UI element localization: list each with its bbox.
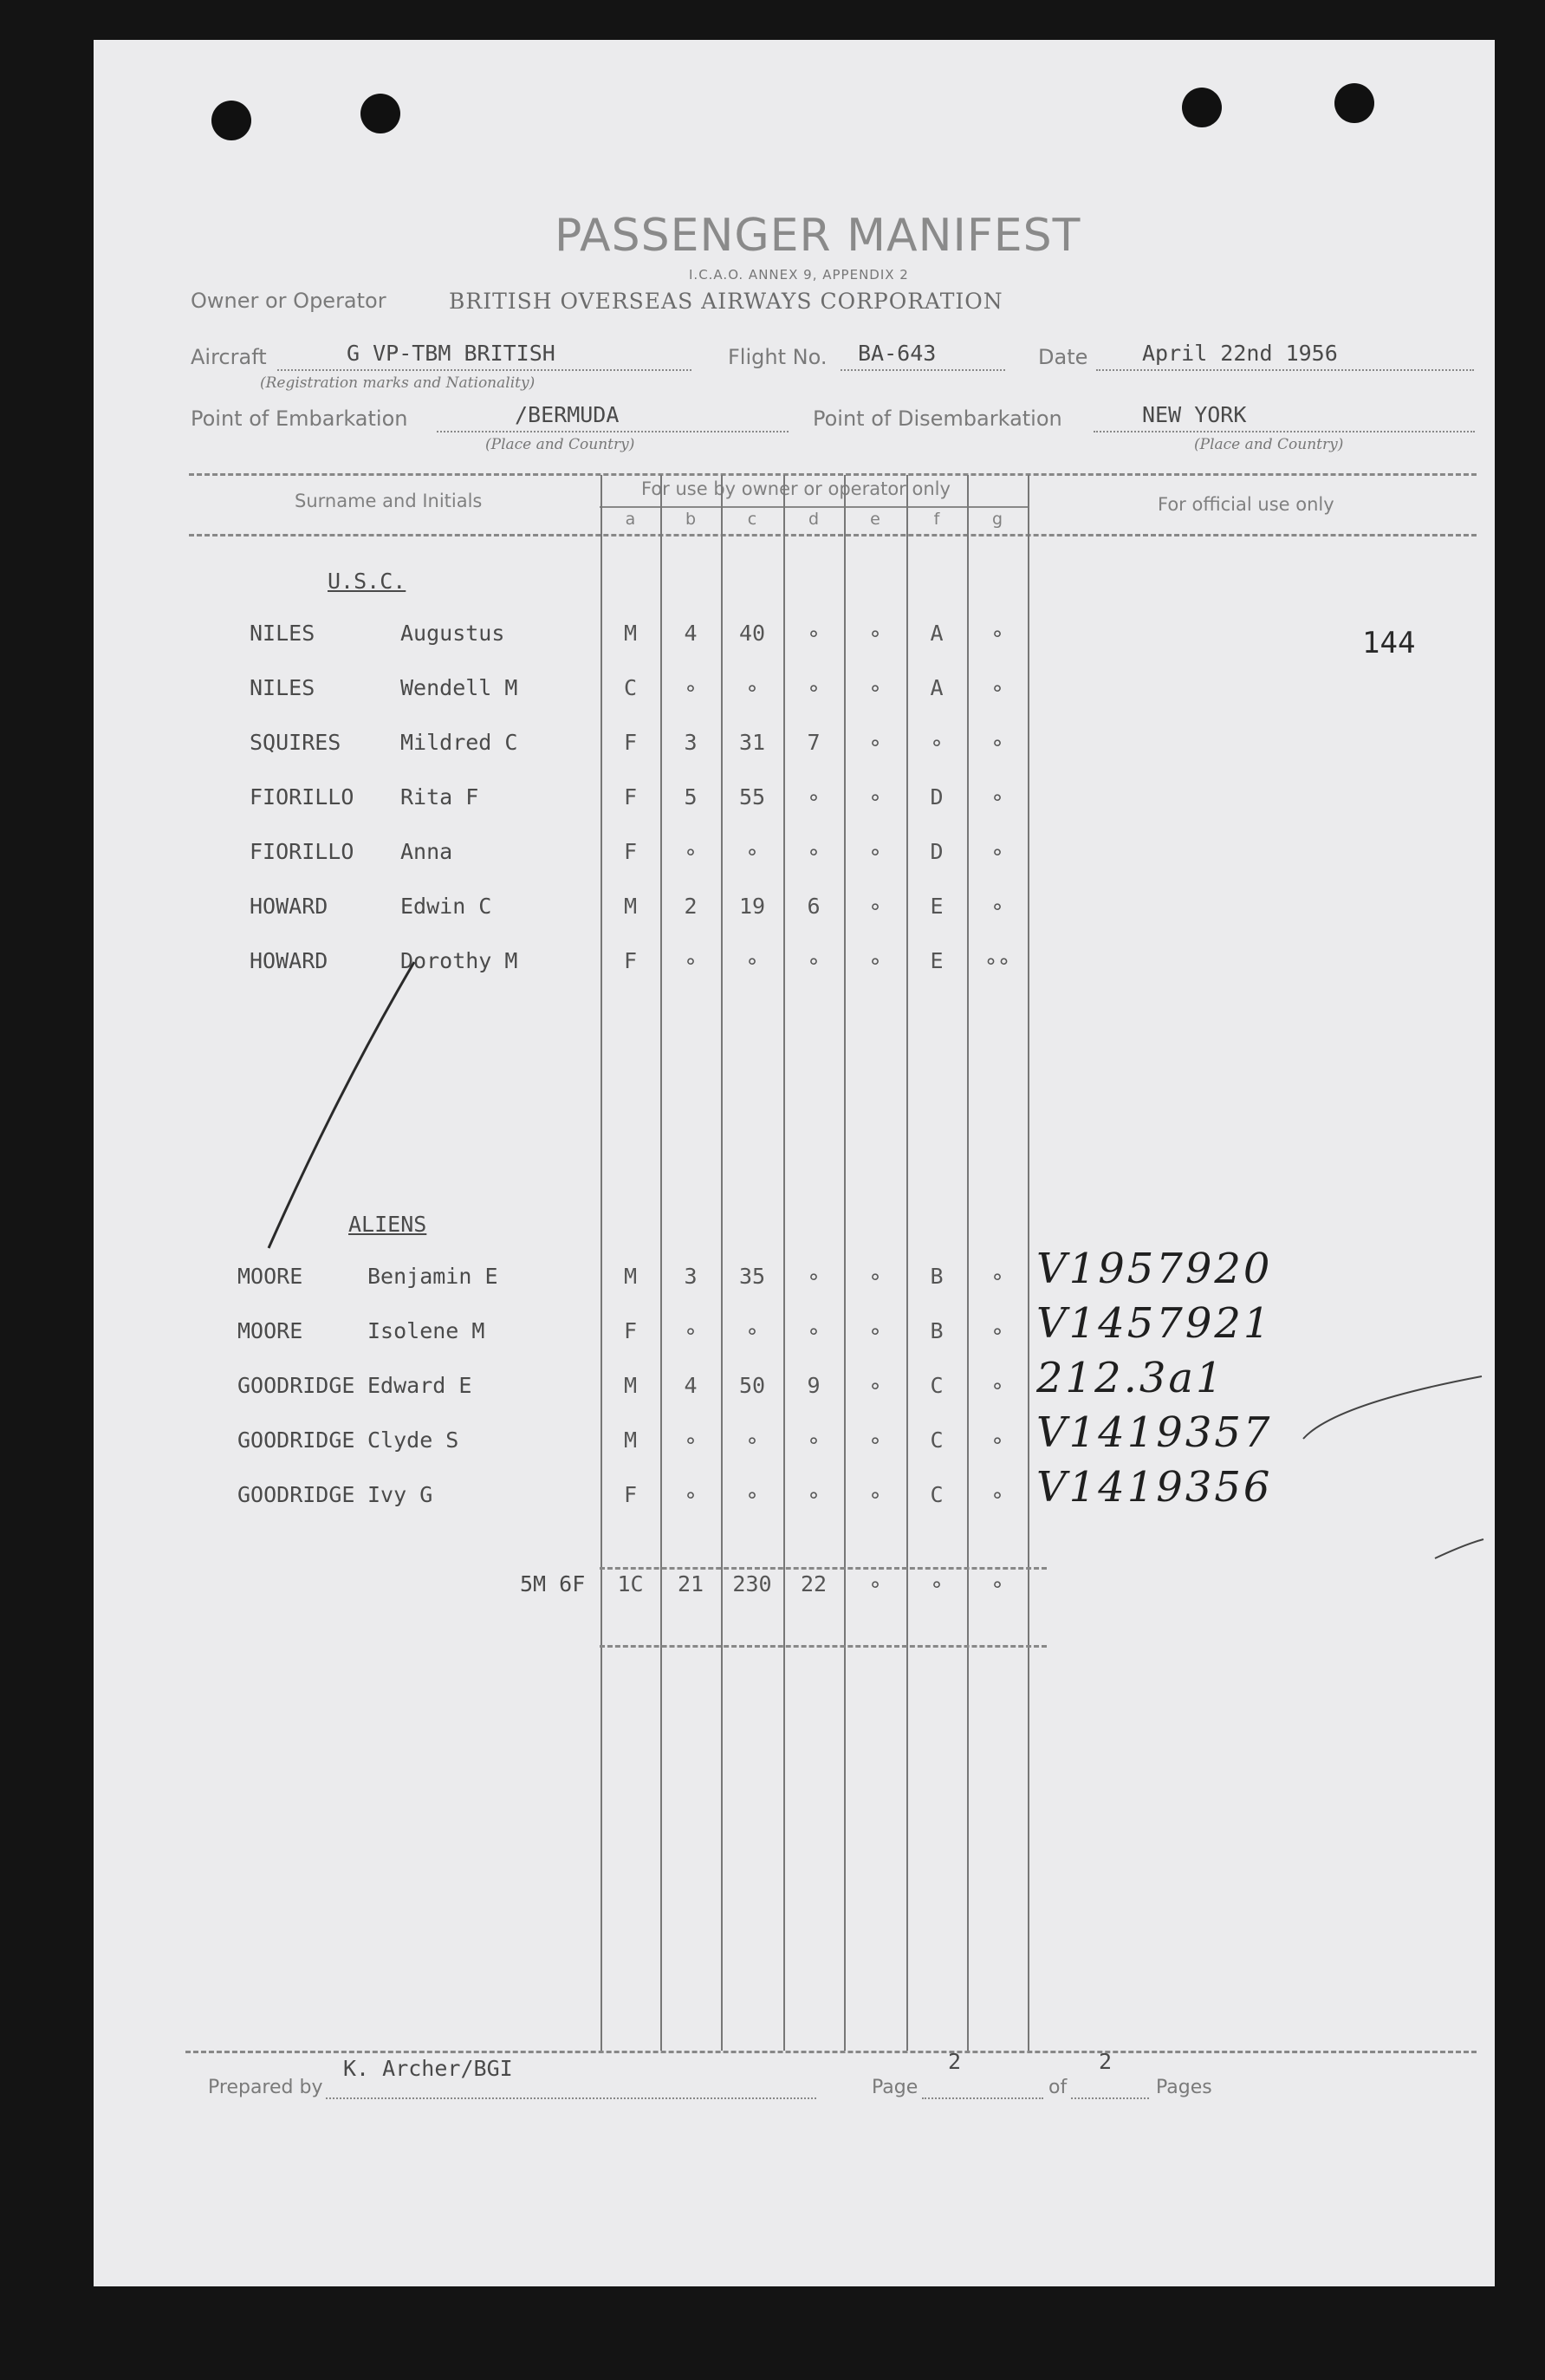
- passenger-cell: A: [930, 675, 944, 700]
- embarkation-value: /BERMUDA: [515, 402, 620, 427]
- column-header-official: For official use only: [1158, 494, 1334, 515]
- totals-cell: 21: [677, 1571, 704, 1596]
- passenger-cell: M: [623, 1264, 638, 1289]
- official-entry: V1457921: [1036, 1299, 1273, 1348]
- passenger-cell: ∘: [868, 1318, 882, 1343]
- passenger-cell: ∘: [868, 839, 882, 864]
- passenger-surname: FIORILLO: [250, 839, 354, 864]
- passenger-given-name: Anna: [400, 839, 453, 864]
- passenger-cell: ∘: [807, 621, 821, 646]
- passenger-given-name: Isolene M: [367, 1318, 485, 1343]
- passenger-surname: GOODRIDGE: [237, 1427, 355, 1453]
- column-letter: g: [991, 510, 1003, 529]
- passenger-cell: ∘: [868, 784, 882, 810]
- passenger-cell: ∘: [868, 948, 882, 973]
- aircraft-label: Aircraft: [191, 345, 267, 369]
- passenger-cell: M: [623, 1373, 638, 1398]
- passenger-cell: B: [930, 1318, 944, 1343]
- passenger-given-name: Benjamin E: [367, 1264, 498, 1289]
- passenger-cell: ∘: [990, 621, 1004, 646]
- passenger-cell: ∘: [990, 784, 1004, 810]
- section-heading: U.S.C.: [328, 569, 406, 594]
- passenger-cell: 31: [738, 730, 766, 755]
- passenger-cell: 4: [684, 621, 698, 646]
- passenger-cell: ∘: [807, 1427, 821, 1453]
- passenger-cell: ∘: [990, 675, 1004, 700]
- passenger-cell: ∘: [990, 1318, 1004, 1343]
- passenger-cell: ∘: [684, 1427, 698, 1453]
- passenger-cell: ∘: [990, 1427, 1004, 1453]
- official-entry: V1419356: [1036, 1463, 1273, 1512]
- passenger-cell: 50: [738, 1373, 766, 1398]
- passenger-cell: ∘: [868, 1482, 882, 1507]
- passenger-cell: ∘: [684, 948, 698, 973]
- passenger-cell: ∘: [807, 1264, 821, 1289]
- passenger-surname: NILES: [250, 621, 315, 646]
- totals-cell: 230: [732, 1571, 772, 1596]
- passenger-cell: ∘: [807, 1318, 821, 1343]
- passenger-given-name: Ivy G: [367, 1482, 433, 1507]
- passenger-cell: C: [930, 1373, 944, 1398]
- column-letter: c: [747, 510, 757, 529]
- passenger-given-name: Edwin C: [400, 894, 492, 919]
- passenger-cell: ∘: [745, 675, 759, 700]
- passenger-cell: ∘: [745, 1318, 759, 1343]
- page-subtitle: I.C.A.O. ANNEX 9, APPENDIX 2: [689, 267, 909, 283]
- totals-cell: ∘: [868, 1571, 882, 1596]
- passenger-cell: ∘: [868, 621, 882, 646]
- prepared-value: K. Archer/BGI: [343, 2056, 513, 2081]
- prepared-label: Prepared by: [208, 2077, 323, 2098]
- bracket-stroke: [1303, 1376, 1482, 1439]
- passenger-cell: ∘: [990, 730, 1004, 755]
- passenger-cell: 2: [684, 894, 698, 919]
- passenger-cell: ∘: [868, 1373, 882, 1398]
- passenger-cell: 7: [807, 730, 821, 755]
- passenger-cell: 55: [738, 784, 766, 810]
- embarkation-note: (Place and Country): [485, 436, 635, 453]
- column-header-surname: Surname and Initials: [295, 491, 483, 511]
- passenger-cell: ∘: [745, 1482, 759, 1507]
- passenger-cell: 6: [807, 894, 821, 919]
- bracket-stroke: [1435, 1539, 1483, 1558]
- passenger-surname: MOORE: [237, 1264, 303, 1289]
- embarkation-label: Point of Embarkation: [191, 406, 408, 431]
- totals-cell: 22: [800, 1571, 828, 1596]
- passenger-cell: F: [623, 839, 638, 864]
- passenger-cell: A: [930, 621, 944, 646]
- passenger-surname: HOWARD: [250, 894, 328, 919]
- column-letter: b: [685, 510, 697, 529]
- passenger-cell: ∘∘: [983, 948, 1011, 973]
- passenger-surname: GOODRIDGE: [237, 1373, 355, 1398]
- bracket-stroke: [269, 962, 414, 1248]
- passenger-cell: ∘: [868, 730, 882, 755]
- passenger-cell: 3: [684, 730, 698, 755]
- aircraft-value: G VP-TBM BRITISH: [347, 341, 555, 366]
- passenger-cell: M: [623, 894, 638, 919]
- page-title: PASSENGER MANIFEST: [555, 210, 1081, 262]
- owner-label: Owner or Operator: [191, 289, 386, 313]
- pages-label: Pages: [1156, 2077, 1212, 2098]
- official-entry: V1419357: [1036, 1408, 1273, 1457]
- passenger-cell: ∘: [807, 1482, 821, 1507]
- passenger-cell: D: [930, 839, 944, 864]
- page-value: 2: [948, 2049, 962, 2074]
- page-label: Page: [872, 2077, 919, 2098]
- passenger-given-name: Edward E: [367, 1373, 472, 1398]
- passenger-surname: SQUIRES: [250, 730, 341, 755]
- passenger-cell: F: [623, 1318, 638, 1343]
- column-letter: f: [933, 510, 940, 529]
- passenger-cell: ∘: [868, 1264, 882, 1289]
- section-heading: ALIENS: [348, 1212, 427, 1237]
- passenger-cell: E: [930, 894, 944, 919]
- passenger-cell: ∘: [990, 1373, 1004, 1398]
- passenger-cell: ∘: [745, 839, 759, 864]
- totals-cell: 1C: [617, 1571, 644, 1596]
- passenger-surname: GOODRIDGE: [237, 1482, 355, 1507]
- owner-value: BRITISH OVERSEAS AIRWAYS CORPORATION: [449, 289, 1003, 314]
- passenger-cell: ∘: [990, 839, 1004, 864]
- passenger-given-name: Rita F: [400, 784, 479, 810]
- passenger-cell: F: [623, 730, 638, 755]
- passenger-cell: ∘: [807, 675, 821, 700]
- passenger-cell: C: [623, 675, 638, 700]
- passenger-surname: HOWARD: [250, 948, 328, 973]
- passenger-given-name: Augustus: [400, 621, 505, 646]
- disembarkation-label: Point of Disembarkation: [813, 406, 1062, 431]
- passenger-cell: ∘: [990, 1264, 1004, 1289]
- passenger-cell: 19: [738, 894, 766, 919]
- passenger-cell: 3: [684, 1264, 698, 1289]
- passenger-cell: ∘: [684, 1482, 698, 1507]
- official-entry: 212.3a1: [1036, 1354, 1225, 1402]
- flight-value: BA-643: [858, 341, 937, 366]
- passenger-cell: M: [623, 1427, 638, 1453]
- passenger-cell: C: [930, 1482, 944, 1507]
- passenger-cell: ∘: [868, 894, 882, 919]
- passenger-given-name: Mildred C: [400, 730, 518, 755]
- passenger-cell: ∘: [684, 839, 698, 864]
- flight-label: Flight No.: [728, 345, 828, 369]
- passenger-cell: ∘: [745, 948, 759, 973]
- of-label: of: [1048, 2077, 1068, 2098]
- passenger-cell: 9: [807, 1373, 821, 1398]
- column-letter: a: [625, 510, 636, 529]
- passenger-cell: F: [623, 784, 638, 810]
- of-value: 2: [1099, 2049, 1113, 2074]
- passenger-cell: F: [623, 948, 638, 973]
- passenger-cell: D: [930, 784, 944, 810]
- passenger-cell: 40: [738, 621, 766, 646]
- column-letter: d: [808, 510, 820, 529]
- date-value: April 22nd 1956: [1142, 341, 1338, 366]
- passenger-cell: ∘: [807, 948, 821, 973]
- passenger-cell: ∘: [807, 784, 821, 810]
- passenger-cell: 4: [684, 1373, 698, 1398]
- passenger-cell: ∘: [990, 894, 1004, 919]
- passenger-given-name: Wendell M: [400, 675, 518, 700]
- passenger-cell: ∘: [868, 675, 882, 700]
- passenger-given-name: Dorothy M: [400, 948, 518, 973]
- passenger-surname: MOORE: [237, 1318, 303, 1343]
- passenger-cell: ∘: [745, 1427, 759, 1453]
- passenger-cell: 35: [738, 1264, 766, 1289]
- passenger-cell: ∘: [807, 839, 821, 864]
- totals-cell: ∘: [990, 1571, 1004, 1596]
- official-entry: V1957920: [1036, 1245, 1273, 1293]
- passenger-surname: FIORILLO: [250, 784, 354, 810]
- passenger-cell: B: [930, 1264, 944, 1289]
- passenger-cell: F: [623, 1482, 638, 1507]
- disembarkation-value: NEW YORK: [1142, 402, 1247, 427]
- column-header-owner-use: For use by owner or operator only: [641, 478, 951, 499]
- totals-cell: ∘: [930, 1571, 944, 1596]
- passenger-given-name: Clyde S: [367, 1427, 459, 1453]
- aircraft-note: (Registration marks and Nationality): [260, 374, 536, 392]
- passenger-cell: ∘: [930, 730, 944, 755]
- passenger-surname: NILES: [250, 675, 315, 700]
- date-label: Date: [1038, 345, 1088, 369]
- passenger-cell: 5: [684, 784, 698, 810]
- disembarkation-note: (Place and Country): [1194, 436, 1344, 453]
- passenger-cell: ∘: [868, 1427, 882, 1453]
- passenger-cell: ∘: [684, 675, 698, 700]
- passenger-cell: ∘: [990, 1482, 1004, 1507]
- column-letter: e: [870, 510, 880, 529]
- passenger-cell: ∘: [684, 1318, 698, 1343]
- totals-label: 5M 6F: [520, 1571, 586, 1596]
- page-stamp-number: 144: [1362, 626, 1416, 660]
- passenger-cell: C: [930, 1427, 944, 1453]
- passenger-cell: E: [930, 948, 944, 973]
- passenger-cell: M: [623, 621, 638, 646]
